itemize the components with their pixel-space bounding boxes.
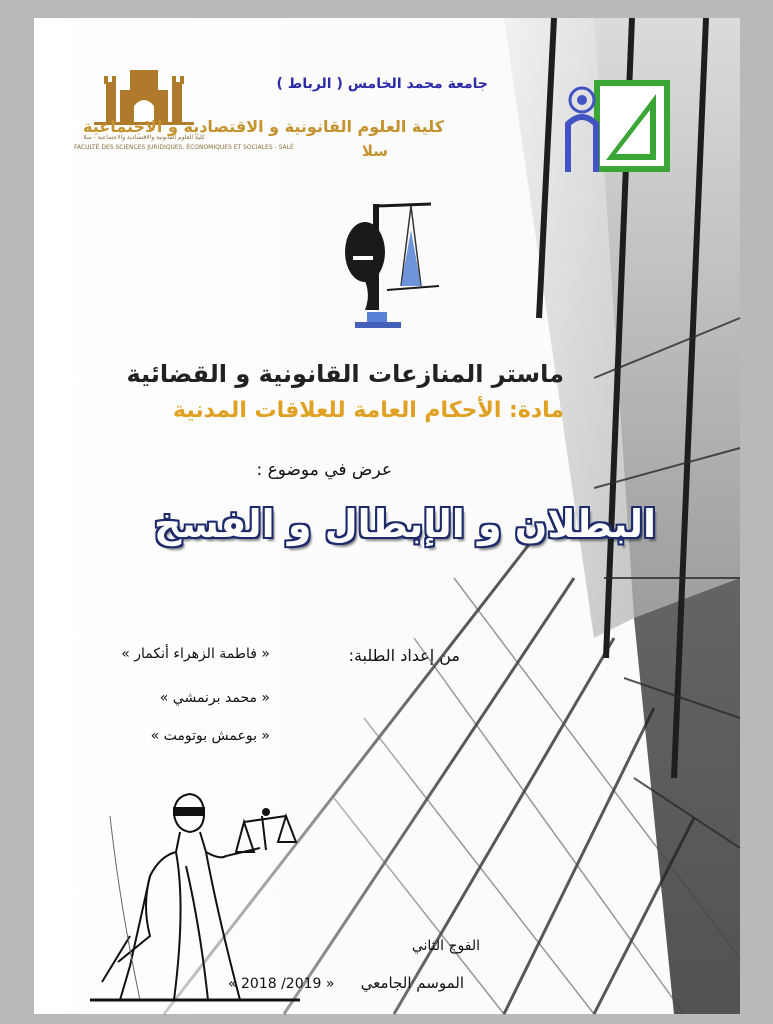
academic-year-label: الموسم الجامعي (360, 974, 464, 992)
faculty-name: كلية العلوم القانونية و الاقتصادية و الاجتماعية (83, 117, 444, 136)
faculty-logo (74, 66, 294, 166)
university-name: جامعة محمد الخامس ( الرباط ) (276, 76, 488, 92)
student-name: « محمد برنمشي » (159, 690, 270, 706)
university-seal-icon (568, 88, 596, 172)
topic-intro: عرض في موضوع : (256, 460, 392, 480)
city-name: سلا (361, 142, 388, 160)
student-name: « فاطمة الزهراء أنكمار » (121, 646, 270, 662)
prepared-by-label: من إعداد الطلبة: (348, 646, 460, 665)
academic-year: « 2018 /2019 » (228, 976, 335, 992)
course-subject: مادة: الأحكام العامة للعلاقات المدنية (173, 398, 564, 423)
faculty-logo-caption-fr: FACULTÉ DES SCIENCES JURIDIQUES, ÉCONOMIQUES ET SOCIALES - SALÉ (74, 144, 294, 151)
cover-page (34, 18, 740, 1014)
university-logo (564, 80, 670, 172)
master-program-title: ماستر المنازعات القانونية و القضائية (126, 360, 564, 388)
scales-emblem-icon (339, 200, 449, 340)
faculty-logo-caption-ar: كلية العلوم القانونية والاقتصادية والاجتماعية - سلا (83, 134, 205, 141)
lady-justice-icon (90, 786, 300, 1002)
student-name: « بوعمش بوتومت » (150, 728, 270, 744)
topic-title: البطلان و الإبطال و الفسخ (153, 502, 656, 546)
cohort-label: الفوج الثاني (411, 938, 480, 954)
